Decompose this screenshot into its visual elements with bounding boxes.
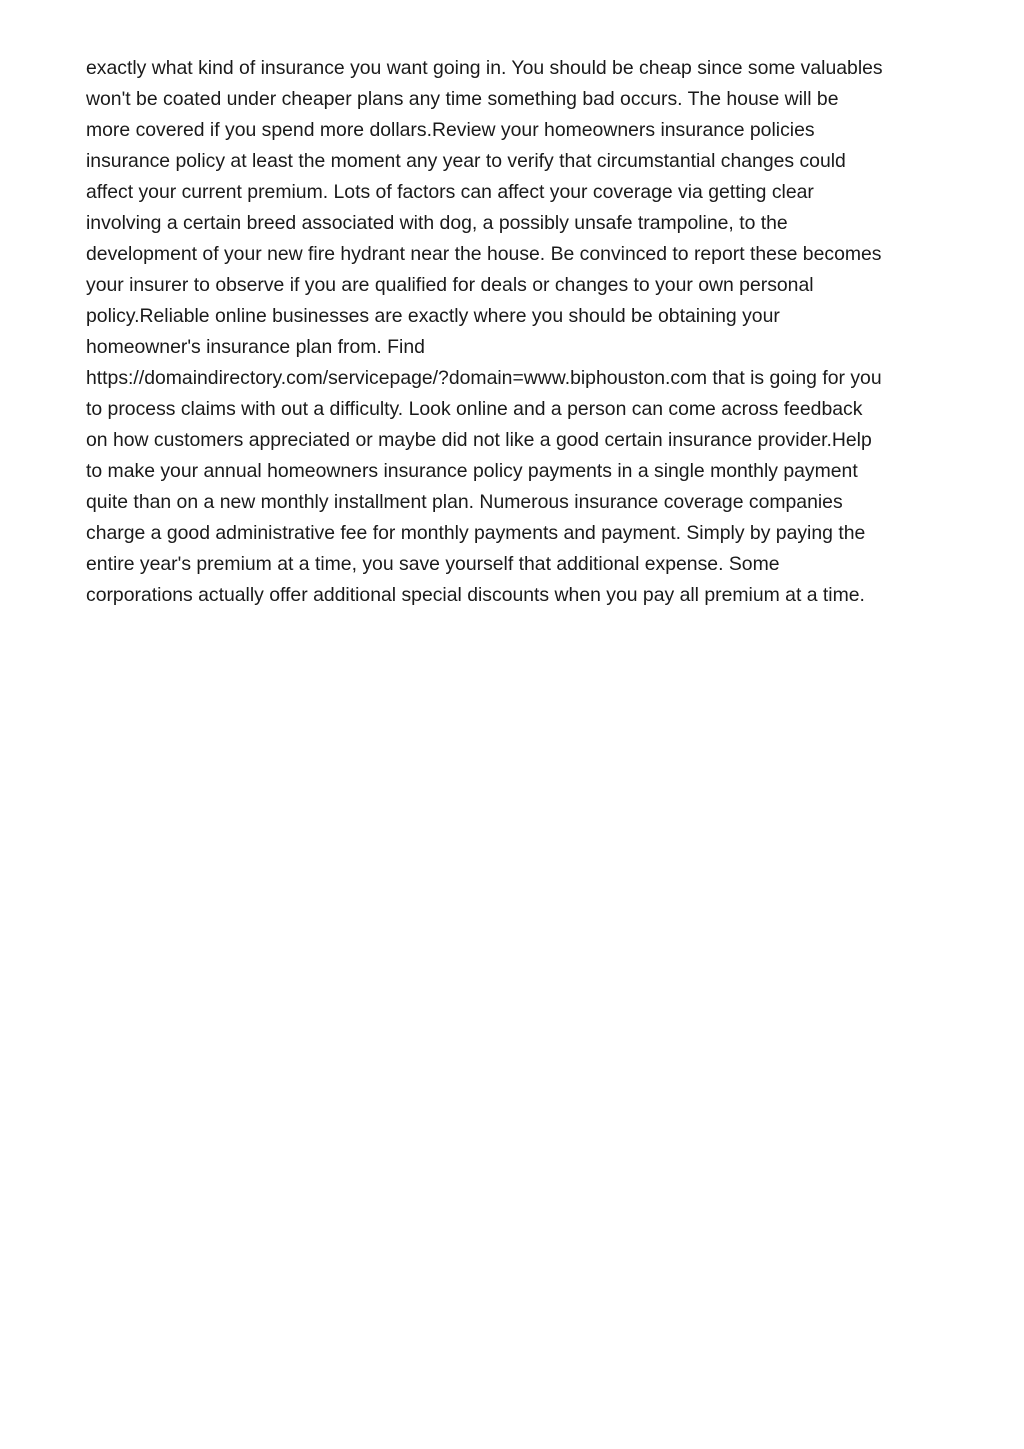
text-line: corporations actually offer additional special discounts when you pay all premium at a time. — [86, 584, 865, 606]
body-paragraph — [86, 53, 956, 611]
text-line: to process claims with out a difficulty. Look online and a person can come across feedback — [86, 398, 863, 420]
url-line[interactable]: https://domaindirectory.com/servicepage/?domain=www.biphouston.com that is going for you — [86, 367, 882, 389]
text-line: more covered if you spend more dollars.Review your homeowners insurance policies — [86, 119, 815, 141]
text-line: insurance policy at least the moment any year to verify that circumstantial changes could — [86, 150, 846, 172]
text-line: exactly what kind of insurance you want going in. You should be cheap since some valuables — [86, 57, 883, 79]
text-line: your insurer to observe if you are qualified for deals or changes to your own personal — [86, 274, 814, 296]
text-line: won't be coated under cheaper plans any time something bad occurs. The house will be — [86, 88, 839, 110]
text-line: charge a good administrative fee for monthly payments and payment. Simply by paying the — [86, 522, 866, 544]
text-line: on how customers appreciated or maybe did not like a good certain insurance provider.Help — [86, 429, 872, 451]
text-line: affect your current premium. Lots of factors can affect your coverage via getting clear — [86, 181, 814, 203]
text-line: homeowner's insurance plan from. Find — [86, 336, 425, 358]
text-line: quite than on a new monthly installment plan. Numerous insurance coverage companies — [86, 491, 843, 513]
text-line: development of your new fire hydrant near the house. Be convinced to report these becomes — [86, 243, 882, 265]
text-line: policy.Reliable online businesses are exactly where you should be obtaining your — [86, 305, 780, 327]
text-line: entire year's premium at a time, you save yourself that additional expense. Some — [86, 553, 780, 575]
text-line: involving a certain breed associated with dog, a possibly unsafe trampoline, to the — [86, 212, 788, 234]
text-line: to make your annual homeowners insurance policy payments in a single monthly payment — [86, 460, 858, 482]
